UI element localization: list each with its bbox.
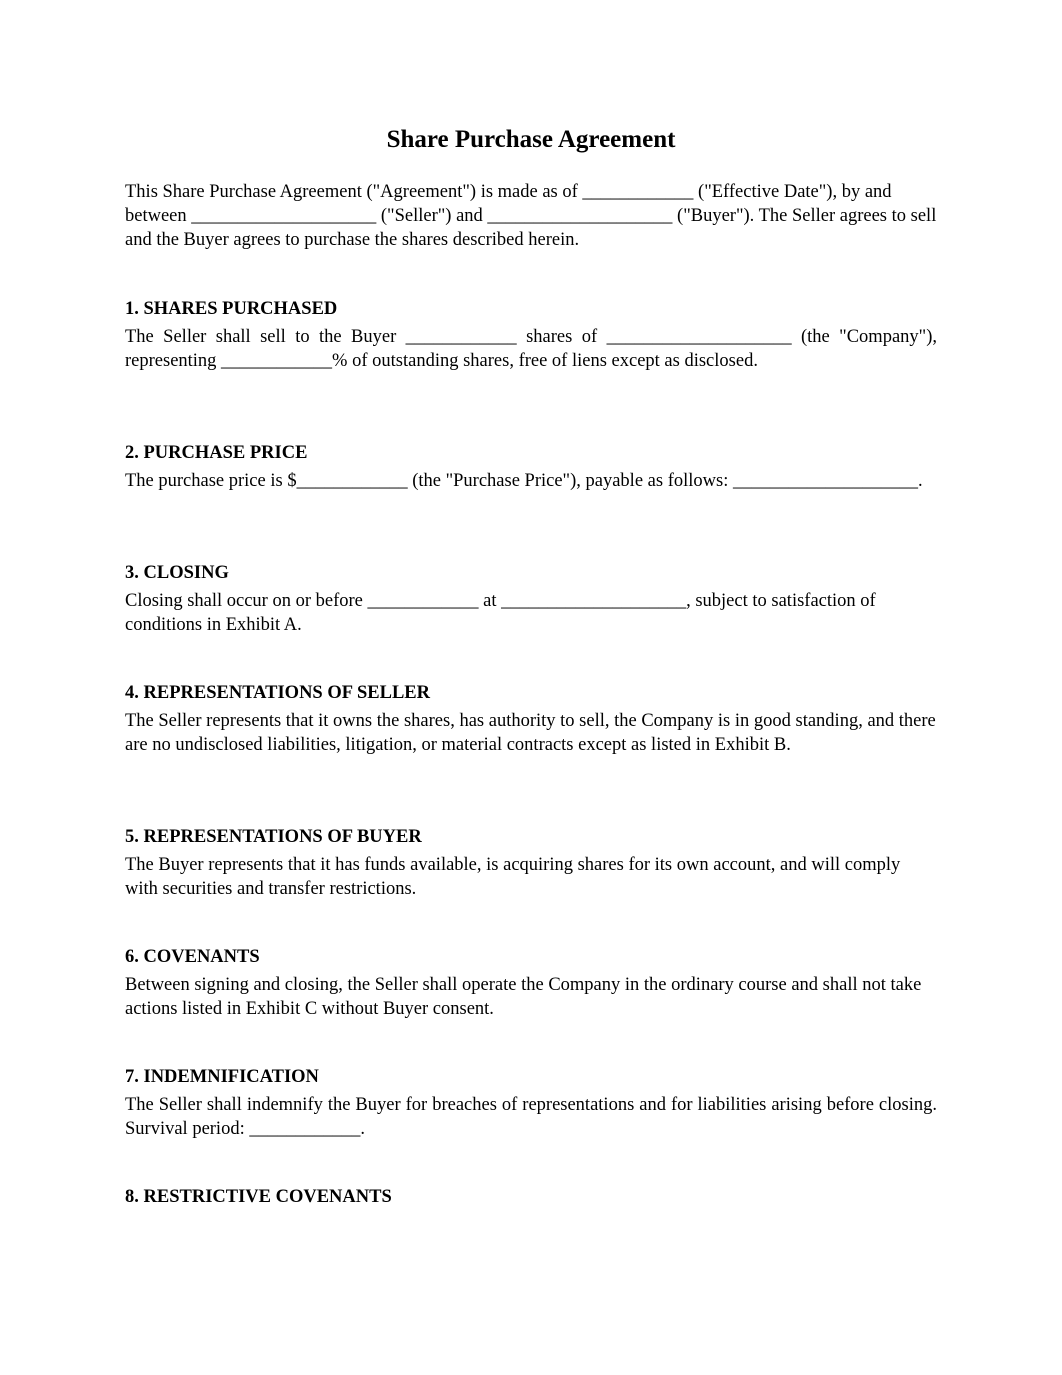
- section-heading: 7. INDEMNIFICATION: [125, 1067, 319, 1087]
- section-heading: 5. REPRESENTATIONS OF BUYER: [125, 827, 422, 847]
- section-body: The Seller represents that it owns the shares, has authority to sell, the Company is in good standing, and there are no undisclosed liabilities, litigation, or material contracts except as listed in Exhibit B.: [125, 711, 936, 755]
- section-body: The Seller shall sell to the Buyer ____________ shares of ____________________ (the "Company"), representing ____________% of outstanding shares, free of liens except as disclosed.: [125, 327, 937, 371]
- document-title: Share Purchase Agreement: [386, 126, 676, 153]
- section-covenants: [125, 945, 937, 1021]
- section-body: The Seller shall indemnify the Buyer for breaches of representations and for liabilities arising before closing. Survival period: ____________.: [125, 1095, 937, 1139]
- section-body: The Buyer represents that it has funds available, is acquiring shares for its own account, and will comply with securities and transfer restrictions.: [125, 855, 901, 899]
- section-body: Closing shall occur on or before ____________ at ____________________, subject to satisfaction of conditions in Exhibit A.: [125, 591, 876, 635]
- section-shares-purchased: [125, 297, 937, 373]
- section-indemnification: [125, 1065, 937, 1141]
- section-closing: [125, 561, 937, 637]
- section-heading: 6. COVENANTS: [125, 947, 260, 967]
- section-representations-of-seller: [125, 681, 937, 757]
- section-heading: 4. REPRESENTATIONS OF SELLER: [125, 683, 430, 703]
- section-body: Between signing and closing, the Seller shall operate the Company in the ordinary course and shall not take actions listed in Exhibit C without Buyer consent.: [125, 975, 922, 1019]
- section-purchase-price: [125, 441, 937, 493]
- section-heading: 3. CLOSING: [125, 563, 229, 583]
- section-restrictive-covenants: [125, 1185, 937, 1213]
- section-body: The purchase price is $____________ (the "Purchase Price"), payable as follows: ____________________.: [125, 471, 923, 491]
- intro-paragraph: This Share Purchase Agreement ("Agreement") is made as of ____________ ("Effective Date"), by and between ____________________ ("Seller") and ____________________ ("Buyer"). The Seller agrees to sell and the Buyer agrees to purchase the shares described herein.: [125, 182, 937, 250]
- section-heading: 1. SHARES PURCHASED: [125, 299, 338, 319]
- section-representations-of-buyer: [125, 825, 937, 901]
- section-heading: 2. PURCHASE PRICE: [125, 443, 308, 463]
- section-heading: 8. RESTRICTIVE COVENANTS: [125, 1187, 392, 1207]
